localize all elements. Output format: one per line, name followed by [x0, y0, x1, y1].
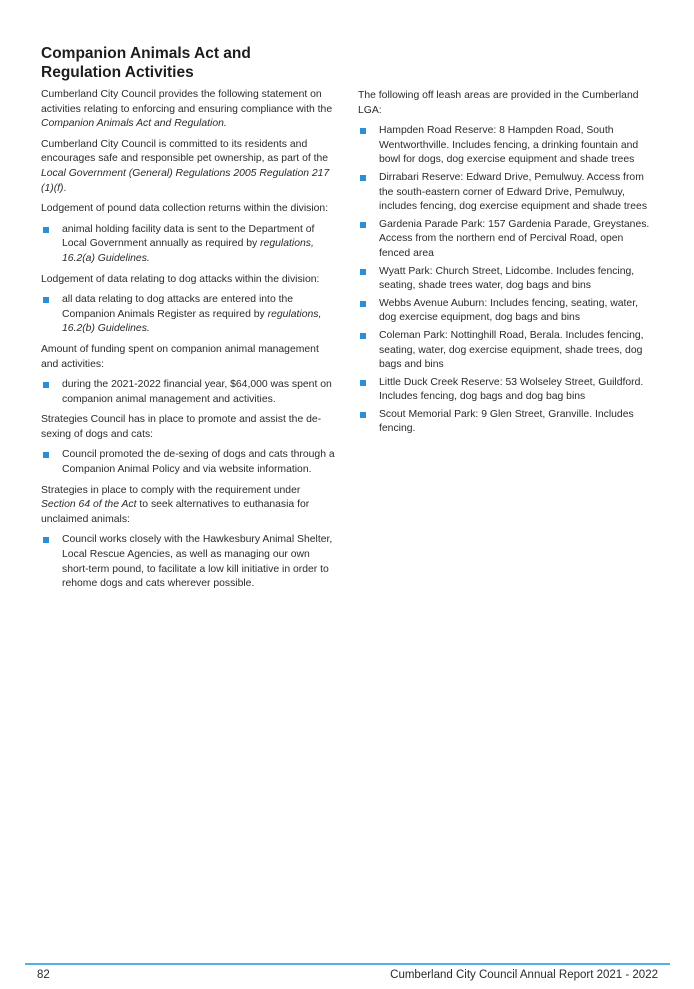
square-bullet-icon: [360, 128, 366, 134]
square-bullet-icon: [43, 537, 49, 543]
list-item: Council works closely with the Hawkesbury Animal Shelter, Local Rescue Agencies, as well as managing our own short-term pound, to facilitate a low kill initiative in order to rehome dogs and cats wherever possible.: [41, 533, 335, 591]
list-item: Wyatt Park: Church Street, Lidcombe. Includes fencing, seating, shade trees water, dog bags and bins: [358, 265, 654, 294]
square-bullet-icon: [43, 452, 49, 458]
list-item: Coleman Park: Nottinghill Road, Berala. Includes fencing, seating, water, dog exercise equipment, shade trees, dog bags and bins: [358, 329, 654, 373]
list-item: Gardenia Parade Park: 157 Gardenia Parade, Greystanes. Access from the northern end of Percival Road, open fenced area: [358, 218, 654, 262]
square-bullet-icon: [360, 175, 366, 181]
square-bullet-icon: [360, 269, 366, 275]
square-bullet-icon: [360, 333, 366, 339]
funding-heading: Amount of funding spent on companion animal management and activities:: [41, 343, 319, 370]
left-column: [41, 44, 335, 598]
report-title: Cumberland City Council Annual Report 2021 - 2022: [390, 969, 658, 981]
list-item: Dirrabari Reserve: Edward Drive, Pemulwuy. Access from the south-eastern corner of Edward Drive, Pemulwuy, includes fencing, dog exercise equipment and shade trees: [358, 171, 654, 215]
pound-list: [41, 223, 335, 267]
square-bullet-icon: [360, 380, 366, 386]
commitment-paragraph: Cumberland City Council is committed to its residents and encourages safe and responsible pet ownership, as part of the Local Government (General) Regulations 2005 Regulation 217 (1)(f).: [41, 138, 330, 194]
section-heading: Companion Animals Act and Regulation Activities: [41, 45, 251, 81]
page-number: 82: [37, 969, 50, 981]
list-item: Little Duck Creek Reserve: 53 Wolseley Street, Guildford. Includes fencing, dog bags and dog bag bins: [358, 376, 654, 405]
square-bullet-icon: [360, 301, 366, 307]
right-column: [358, 89, 654, 443]
square-bullet-icon: [43, 297, 49, 303]
off-leash-intro: The following off leash areas are provided in the Cumberland LGA:: [358, 90, 639, 116]
off-leash-list: [358, 124, 654, 437]
list-item: Webbs Avenue Auburn: Includes fencing, seating, water, dog exercise equipment, dog bags and bins: [358, 297, 654, 326]
list-item: all data relating to dog attacks are entered into the Companion Animals Register as required by regulations, 16.2(b) Guidelines.: [41, 293, 335, 337]
list-item: during the 2021-2022 financial year, $64,000 was spent on companion animal management and activities.: [41, 378, 335, 407]
footer-divider: [25, 963, 670, 965]
attacks-heading: Lodgement of data relating to dog attacks within the division:: [41, 273, 320, 285]
square-bullet-icon: [360, 222, 366, 228]
desexing-list: [41, 448, 335, 477]
funding-list: [41, 378, 335, 407]
list-item: Hampden Road Reserve: 8 Hampden Road, South Wentworthville. Includes fencing, a drinking fountain and bowl for dogs, dog exercise equipment and shade trees: [358, 124, 654, 168]
pound-heading: Lodgement of pound data collection returns within the division:: [41, 203, 329, 215]
list-item: Council promoted the de-sexing of dogs and cats through a Companion Animal Policy and via website information.: [41, 448, 335, 477]
euthanasia-heading: Strategies in place to comply with the requirement under Section 64 of the Act to seek alternatives to euthanasia for unclaimed animals:: [41, 484, 310, 525]
euthanasia-list: [41, 533, 335, 591]
intro-paragraph: Cumberland City Council provides the following statement on activities relating to enforcing and ensuring compliance with the Companion Animals Act and Regulation.: [41, 89, 333, 130]
list-item: animal holding facility data is sent to the Department of Local Government annually as required by regulations, 16.2(a) Guidelines.: [41, 223, 335, 267]
square-bullet-icon: [43, 227, 49, 233]
list-item: Scout Memorial Park: 9 Glen Street, Granville. Includes fencing.: [358, 408, 654, 437]
square-bullet-icon: [360, 412, 366, 418]
attacks-list: [41, 293, 335, 337]
square-bullet-icon: [43, 382, 49, 388]
desexing-heading: Strategies Council has in place to promote and assist the de-sexing of dogs and cats:: [41, 414, 322, 440]
